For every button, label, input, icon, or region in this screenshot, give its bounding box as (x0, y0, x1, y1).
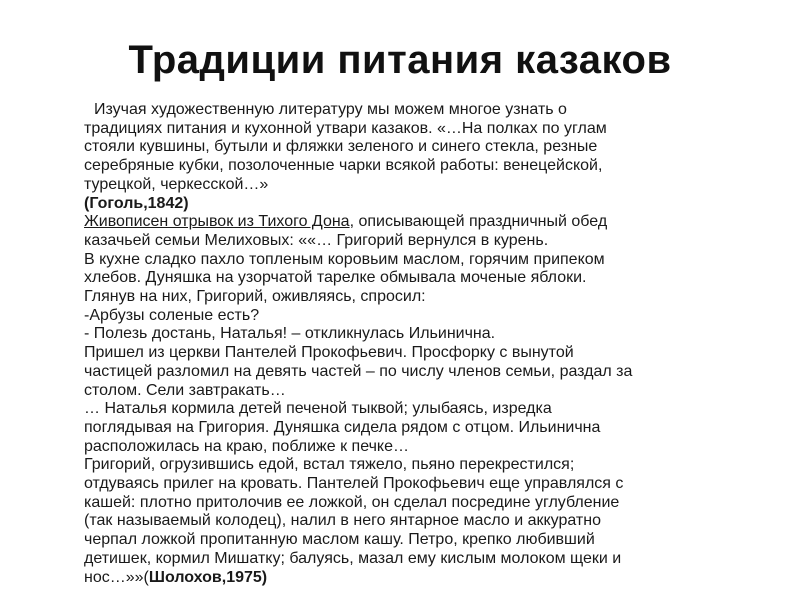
text-line: Глянув на них, Григорий, оживляясь, спросил: (84, 288, 426, 306)
text-line: кашей: плотно притолочив ее ложкой, он сделал посредине углубление (84, 493, 620, 511)
text-line: В кухне сладко пахло топленым коровьим маслом, горячим припеком (84, 250, 605, 268)
text-line: Изучая художественную литературу мы можем многое узнать о (94, 101, 567, 118)
text-line-with-citation (84, 569, 764, 588)
text-line: традициях питания и кухонной утвари казаков. «…На полках по углам (84, 119, 607, 137)
text-line: стояли кувшины, бутыли и фляжки зеленого и синего стекла, резные (84, 138, 598, 156)
text-line: поглядывая на Григория. Дуняшка сидела рядом с отцом. Ильинична (84, 418, 601, 436)
text-line: столом. Сели завтракать… (84, 381, 286, 399)
citation-gogol: (Гоголь,1842) (84, 194, 189, 212)
text-line: казачьей семьи Мелиховых: ««… Григорий вернулся в курень. (84, 231, 549, 249)
tikhiy-don-link[interactable]: Живописен отрывок из Тихого Дона (84, 213, 350, 231)
text-line: частицей разломил на девять частей – по числу членов семьи, раздал за (84, 362, 633, 380)
body-text (84, 101, 764, 587)
text-fragment: , описывающей праздничный обед (349, 213, 608, 231)
text-line: (так называемый колодец), налил в него янтарное масло и аккуратно (84, 512, 601, 530)
text-line: … Наталья кормила детей печеной тыквой; улыбаясь, изредка (84, 400, 552, 418)
text-line: расположилась на краю, поближе к печке… (84, 437, 409, 455)
text-line: Пришел из церкви Пантелей Прокофьевич. Просфорку с вынутой (84, 344, 574, 362)
citation-sholokhov: Шолохов,1975) (148, 568, 268, 586)
text-line: Григорий, огрузившись едой, встал тяжело, пьяно перекрестился; (84, 456, 575, 474)
text-line: хлебов. Дуняшка на узорчатой тарелке обмывала моченые яблоки. (84, 269, 587, 287)
text-line: -Арбузы соленые есть? (84, 306, 260, 324)
text-line: турецкой, черкесской…» (84, 175, 269, 193)
text-line: - Полезь достань, Наталья! – откликнулась Ильинична. (84, 325, 496, 343)
text-line: детишек, кормил Мишатку; балуясь, мазал ему кислым молоком щеки и (84, 549, 622, 567)
text-line: серебряные кубки, позолоченные чарки всякой работы: венецейской, (84, 157, 603, 175)
text-line-with-link (84, 213, 764, 232)
text-fragment: нос…»»( (84, 568, 149, 586)
text-line: черпал ложкой пропитанную маслом кашу. Петро, крепко любивший (84, 531, 595, 549)
text-line: отдуваясь прилег на кровать. Пантелей Прокофьевич еще управлялся с (84, 475, 624, 493)
slide-title: Традиции питания казаков (128, 38, 672, 82)
